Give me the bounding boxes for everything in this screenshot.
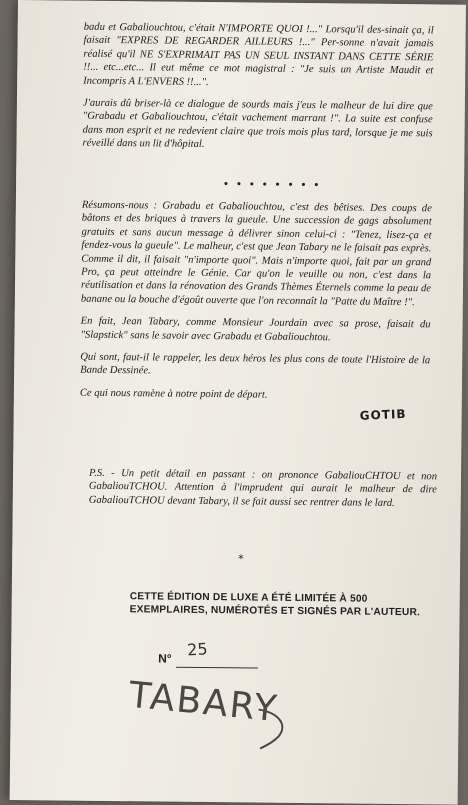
paragraph: Ce qui nous ramène à notre point de départ. — [79, 387, 268, 401]
text-block-top — [82, 21, 433, 163]
star-separator: * — [238, 552, 244, 566]
edition-line-2: EXEMPLAIRES, NUMÉROTÉS ET SIGNÉS PAR L'AUTEUR. — [129, 604, 421, 619]
paragraph: En fait, Jean Tabary, comme Monsieur Jourdain avec sa prose, faisait du "Slapstick" sans le savoir avec Grabadu et Gabaliouchtou. — [80, 315, 431, 343]
book-page — [10, 0, 466, 805]
paragraph: badu et Gabaliouchtou, c'était N'IMPORTE QUOI !..." Lorsqu'il des-sinait ça, il faisait "EXPRES DE REGARDER AILLEURS !..." Per-sonne n'avait jamais réalisé qu'il NE S'EXPRIMAIT PAS UN SEUL INSTANT DANS CETTE SÉRIE !!... etc...etc... Il eut même ce mot magistral : "Je suis un Artiste Maudit et Incompris A L'ENVERS !!...". — [83, 21, 434, 88]
postscript: P.S. - Un petit détail en passant : on prononce GabaliouCHTOU et non GabaliouTCHOU. Attention à l'imprudent qui aurait le malheur de dire GabaliouTCHOU devant Tabary, il se fait aussi sec rentrer dans le lard. — [88, 467, 438, 509]
paragraph: Résumons-nous : Grabadu et Gabaliouchtou, c'est des bêtises. Des coups de bâtons et des briques à travers la gueule. Une succession de gags absolument gratuits et sans aucun message à délivrer sinon celui-ci : "Tenez, lisez-ça et fendez-vous la gueule". Le malheur, c'est que Jean Tabary ne le faisait pas exprès. Comme il dit, il faisait "n'importe quoi". Mais n'importe quoi, fait par un grand Pro, ça peut atteindre le Génie. Car qu'on le veuille ou non, c'est dans la réutilisation et dans la rénovation des Grands Thèmes Éternels comme la peau de banane ou la bouche d'égoût ouverte que l'on reconnaît la "Patte du Maître !". — [80, 199, 432, 309]
text-block-middle — [80, 199, 432, 413]
numero-label: N° — [158, 651, 172, 666]
handwritten-signature-tabary: TABARY — [127, 674, 281, 731]
paragraph: J'aurais dû briser-là ce dialogue de sourds mais j'eus le malheur de lui dire que "Grabadu et Gabaliouchtou, c'était vachement marrant !". La suite est confuse dans mon esprit et ne redevient claire que trois mois plus tard, lorsque je me suis réveillé dans un lit d'hôpital. — [82, 97, 433, 151]
paragraph: Qui sont, faut-il le rappeler, les deux héros les plus cons de toute l'Histoire de la Bande Dessinée. — [80, 351, 431, 377]
numero-underline — [176, 667, 258, 669]
edition-line-1: CETTE ÉDITION DE LUXE A ÉTÉ LIMITÉE À 500 — [129, 591, 368, 605]
section-divider: • • • • • • • • — [224, 178, 322, 192]
signature-flourish-icon — [248, 704, 309, 755]
author-signature-gotib: GOTIB — [359, 406, 407, 423]
numero-value: 25 — [186, 639, 209, 660]
edition-notice — [130, 590, 430, 619]
